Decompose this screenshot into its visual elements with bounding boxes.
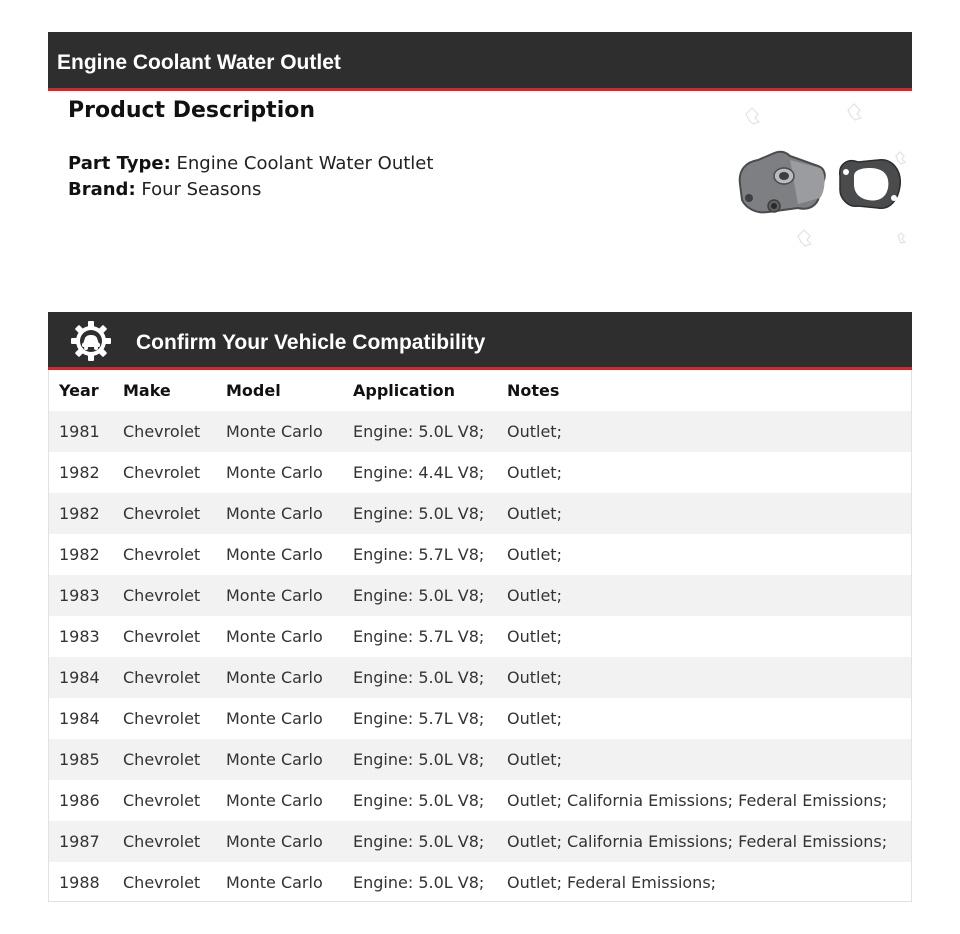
cell-model: Monte Carlo [226, 586, 323, 605]
cell-year: 1984 [59, 668, 100, 687]
brand-label: Brand: [68, 179, 136, 200]
cell-model: Monte Carlo [226, 463, 323, 482]
cell-application: Engine: 5.0L V8; [353, 668, 485, 687]
cell-make: Chevrolet [123, 627, 201, 646]
cell-make: Chevrolet [123, 791, 201, 810]
table-row [49, 616, 911, 657]
part-type-line [68, 153, 433, 174]
cell-notes: Outlet; California Emissions; Federal Emissions; [507, 791, 888, 810]
cell-application: Engine: 5.7L V8; [353, 627, 485, 646]
cell-make: Chevrolet [123, 873, 201, 892]
cell-notes: Outlet; [507, 504, 562, 523]
cell-make: Chevrolet [123, 832, 201, 851]
cell-make: Chevrolet [123, 545, 201, 564]
cell-make: Chevrolet [123, 709, 201, 728]
cell-model: Monte Carlo [226, 750, 323, 769]
cell-year: 1988 [59, 873, 100, 892]
cell-application: Engine: 5.0L V8; [353, 873, 485, 892]
cell-application: Engine: 5.7L V8; [353, 709, 485, 728]
cell-year: 1982 [59, 545, 100, 564]
table-row [49, 493, 911, 534]
cell-year: 1982 [59, 504, 100, 523]
cell-model: Monte Carlo [226, 545, 323, 564]
cell-application: Engine: 5.0L V8; [353, 586, 485, 605]
column-header-model: Model [226, 381, 281, 400]
table-row [49, 862, 911, 903]
compatibility-table [48, 370, 912, 902]
table-row [49, 657, 911, 698]
column-header-year: Year [59, 381, 99, 400]
column-header-application: Application [353, 381, 456, 400]
cell-notes: Outlet; [507, 422, 562, 441]
cell-notes: Outlet; [507, 545, 562, 564]
cell-notes: Outlet; [507, 627, 562, 646]
table-row [49, 698, 911, 739]
cell-year: 1981 [59, 422, 100, 441]
compatibility-title: Confirm Your Vehicle Compatibility [136, 331, 486, 354]
cell-model: Monte Carlo [226, 422, 323, 441]
cell-application: Engine: 5.0L V8; [353, 791, 485, 810]
product-title: Engine Coolant Water Outlet [57, 51, 341, 74]
product-description-heading: Product Description [68, 98, 316, 123]
cell-year: 1982 [59, 463, 100, 482]
table-row [49, 739, 911, 780]
table-row [49, 575, 911, 616]
compatibility-title-bar [48, 312, 912, 370]
table-row [49, 534, 911, 575]
table-row [49, 452, 911, 493]
cell-model: Monte Carlo [226, 668, 323, 687]
cell-year: 1983 [59, 627, 100, 646]
brand-value: Four Seasons [141, 179, 262, 200]
cell-notes: Outlet; [507, 668, 562, 687]
cell-application: Engine: 5.0L V8; [353, 422, 485, 441]
table-row [49, 411, 911, 452]
cell-model: Monte Carlo [226, 791, 323, 810]
cell-make: Chevrolet [123, 668, 201, 687]
cell-application: Engine: 5.0L V8; [353, 504, 485, 523]
cell-model: Monte Carlo [226, 873, 323, 892]
cell-model: Monte Carlo [226, 709, 323, 728]
gear-car-icon [70, 320, 112, 362]
product-image [728, 100, 912, 270]
cell-notes: Outlet; [507, 709, 562, 728]
cell-model: Monte Carlo [226, 504, 323, 523]
cell-notes: Outlet; [507, 586, 562, 605]
cell-application: Engine: 5.0L V8; [353, 832, 485, 851]
cell-make: Chevrolet [123, 463, 201, 482]
cell-year: 1984 [59, 709, 100, 728]
part-type-label: Part Type: [68, 153, 171, 174]
cell-application: Engine: 5.7L V8; [353, 545, 485, 564]
product-title-bar [48, 32, 912, 91]
cell-model: Monte Carlo [226, 832, 323, 851]
cell-notes: Outlet; [507, 463, 562, 482]
cell-year: 1983 [59, 586, 100, 605]
cell-make: Chevrolet [123, 750, 201, 769]
cell-make: Chevrolet [123, 504, 201, 523]
cell-model: Monte Carlo [226, 627, 323, 646]
column-header-notes: Notes [507, 381, 560, 400]
cell-make: Chevrolet [123, 422, 201, 441]
cell-application: Engine: 5.0L V8; [353, 750, 485, 769]
part-type-value: Engine Coolant Water Outlet [176, 153, 434, 174]
cell-make: Chevrolet [123, 586, 201, 605]
column-header-make: Make [123, 381, 171, 400]
cell-application: Engine: 4.4L V8; [353, 463, 485, 482]
cell-year: 1985 [59, 750, 100, 769]
cell-year: 1987 [59, 832, 100, 851]
cell-notes: Outlet; Federal Emissions; [507, 873, 717, 892]
cell-notes: Outlet; California Emissions; Federal Emissions; [507, 832, 888, 851]
cell-year: 1986 [59, 791, 100, 810]
table-row [49, 780, 911, 821]
table-header-row [49, 370, 911, 411]
table-row [49, 821, 911, 862]
brand-line [68, 179, 261, 200]
cell-notes: Outlet; [507, 750, 562, 769]
